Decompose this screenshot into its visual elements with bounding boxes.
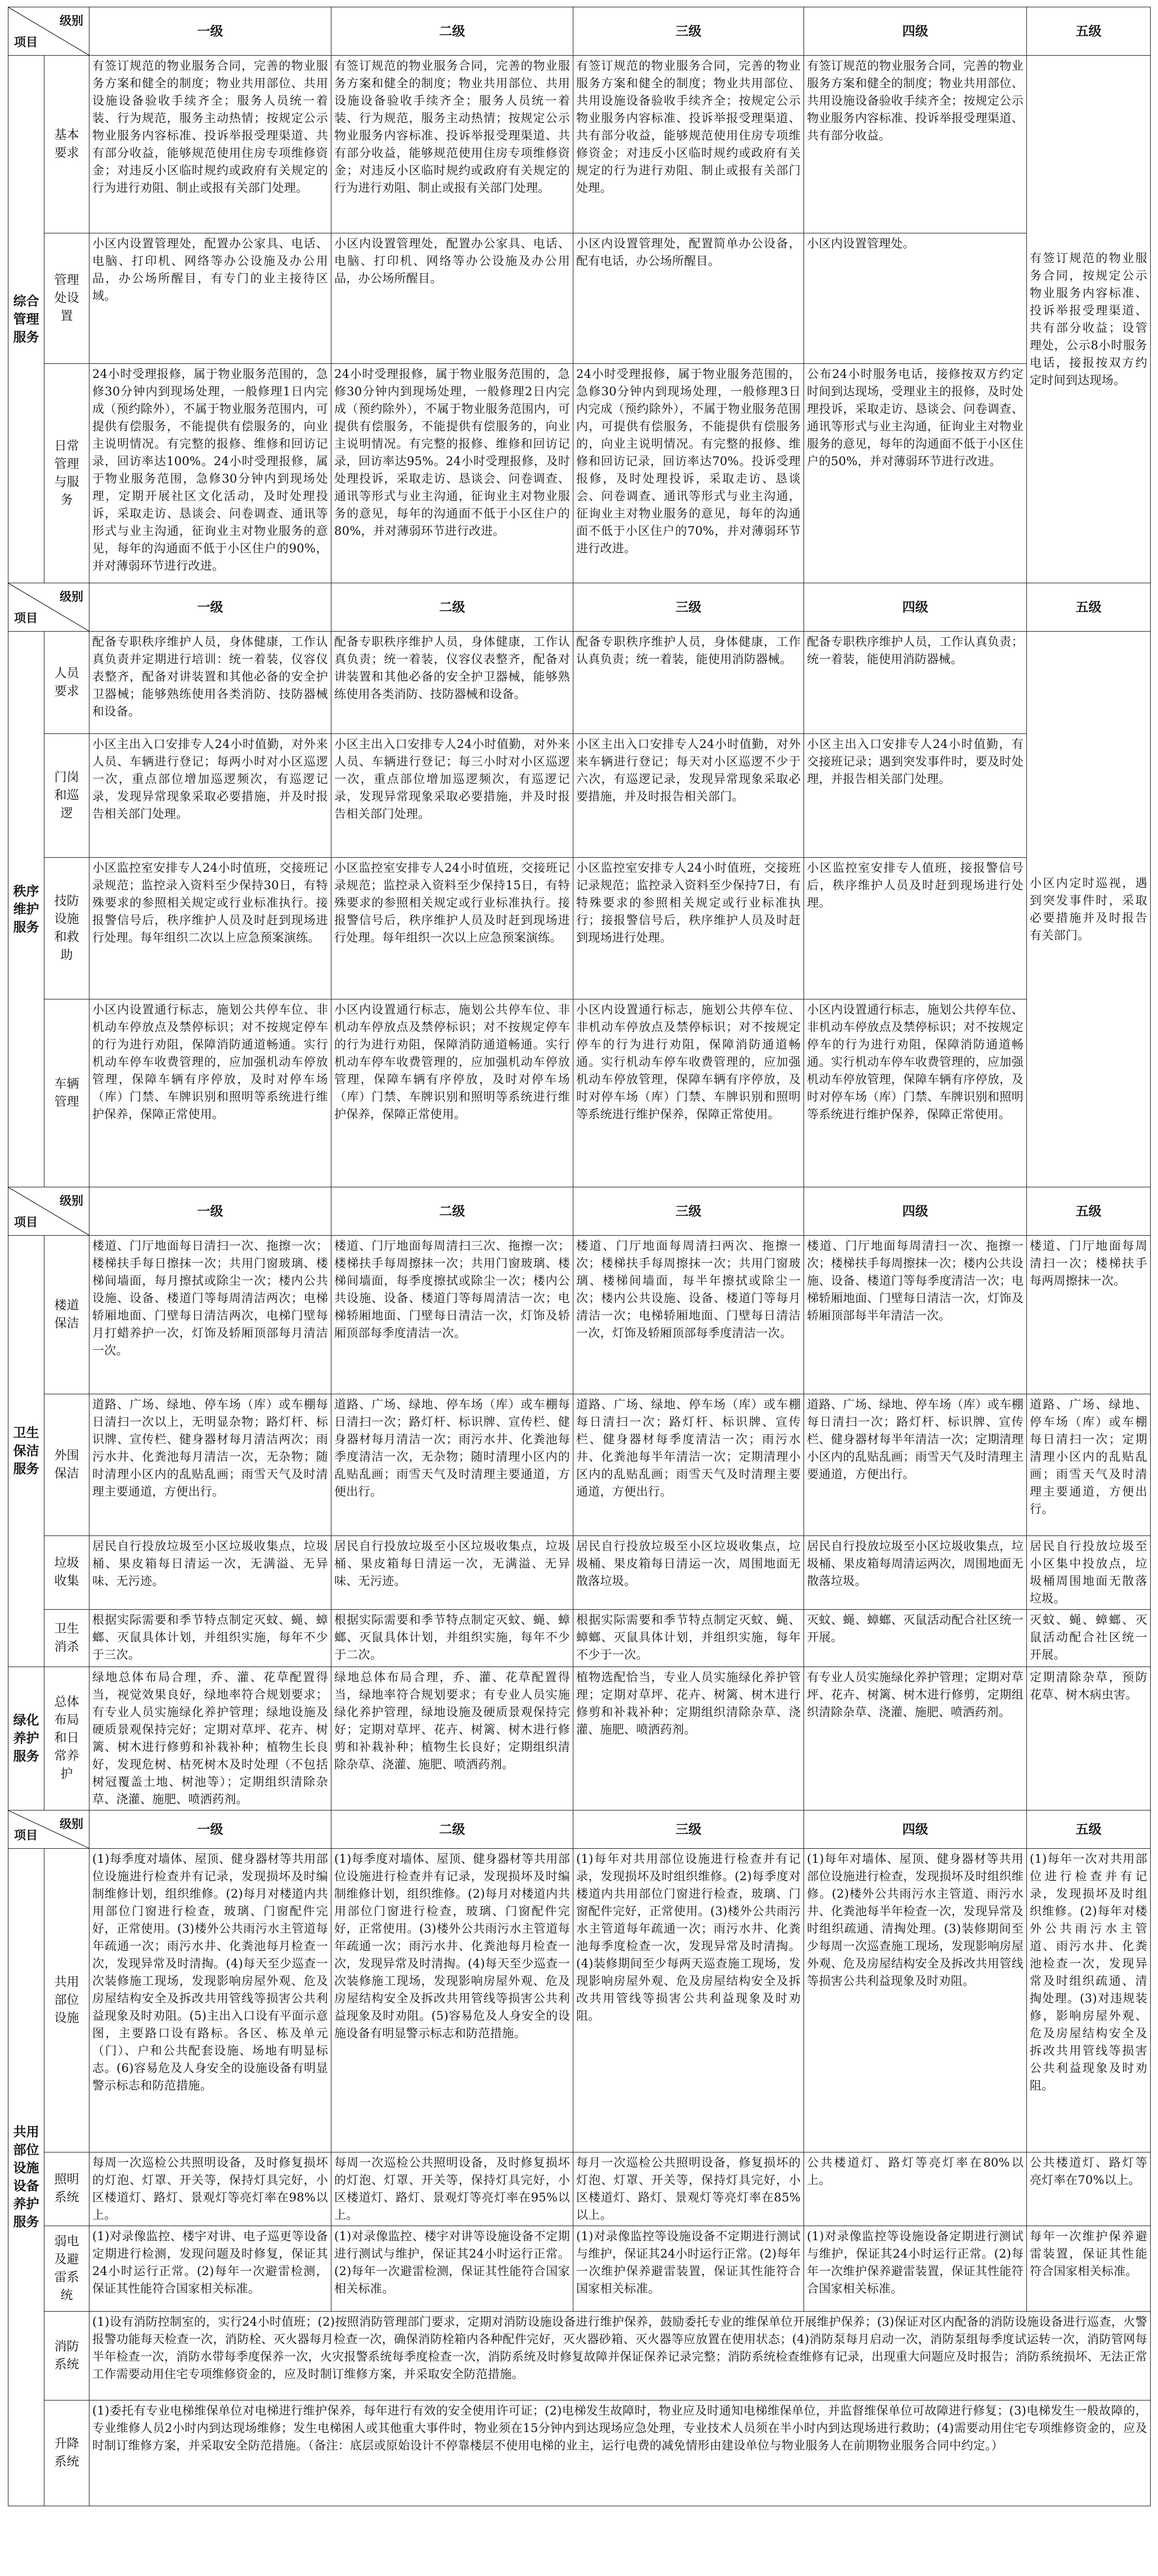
level-header-3: 三级 bbox=[573, 583, 804, 632]
level-label: 级别 bbox=[60, 1194, 83, 1208]
standard-cell: 灭蚊、蝇、蟑螂、灭鼠活动配合社区统一开展。 bbox=[1027, 1610, 1151, 1667]
standard-cell: 植物选配恰当，专业人员实施绿化养护管理；定期对草坪、花卉、树篱、树木进行修剪和补栽补种；定期组织清除杂草、浇灌、施肥、喷洒药剂。 bbox=[573, 1667, 804, 1811]
item-label: 项目 bbox=[14, 611, 38, 625]
section-shared-facilities bbox=[8, 1810, 1151, 2506]
header-row bbox=[8, 1187, 1151, 1236]
standard-cell: 小区内设置通行标志，施划公共停车位、非机动车停放点及禁停标识；对不按规定停车的行为进行劝阻，保障消防通道畅通。实行机动车停车收费管理的，应加强机动车停放管理，保障车辆有序停放，及时对停车场（库）门禁、车牌识别和照明等系统进行维护保养，保障正常使用。 bbox=[89, 999, 331, 1187]
table-row bbox=[8, 2401, 1151, 2506]
level-header-4: 四级 bbox=[804, 1811, 1027, 1849]
item-cell: 管理处设置 bbox=[44, 233, 89, 364]
category-cell: 卫生保洁服务 bbox=[8, 1236, 44, 1667]
level-header-3: 三级 bbox=[573, 1187, 804, 1236]
level-item-corner bbox=[8, 1187, 89, 1236]
standard-cell: (1)对录像监控、楼宇对讲等设施设备不定期进行测试与维护，保证其24小时运行正常。(2)每年一次避雷检测，保证其性能符合国家相关标准。 bbox=[331, 2226, 573, 2312]
standard-cell: 居民自行投放垃圾至小区垃圾收集点，垃圾桶、果皮箱每日清运一次，无满溢、无异味、无污迹。 bbox=[89, 1536, 331, 1610]
standard-cell: 楼道、门厅地面每周清扫三次、拖擦一次；楼梯扶手每周擦抹一次；共用门窗玻璃、楼梯间墙面，每季度擦拭或除尘一次；楼内公共设施、设备、楼道门等每周清洁一次；电梯轿厢地面、门壁每日清洁一次，灯饰及轿厢顶部每季度清洁一次。 bbox=[331, 1236, 573, 1394]
level-header-4: 四级 bbox=[804, 583, 1027, 632]
standard-cell: 小区内设置管理处，配置简单办公设备，配有电话，办公场所醒目。 bbox=[573, 233, 804, 364]
table-row bbox=[8, 858, 1151, 999]
standard-cell: 有签订规范的物业服务合同，完善的物业服务方案和健全的制度；物业共用部位、共用设施设备验收手续齐全；按规定公示物业服务内容标准、投诉举报受理渠道、共有部分收益。 bbox=[804, 56, 1027, 233]
category-cell: 共用部位设施设备养护服务 bbox=[8, 1849, 44, 2506]
merged-standard-cell: (1)委托有专业电梯维保单位对电梯进行维护保养，每年进行有效的安全使用许可证；(2)电梯发生故障时，物业应及时通知电梯维保单位，并监督维保单位可故障进行修复；(3)电梯发生一般故障的，专业维修人员2小时内到达现场维修；发生电梯困人或其他重大事件时，物业须在15分钟内到达现场应急处理，专业技术人员须在半小时内到达现场进行救助；(4)需要动用住宅专项维修资金的，应及时制订维修方案，并采取安全防范措施。（备注：底层或原始设计不停靠楼层不使用电梯的业主，运行电费的减免情形由建设单位与物业服务人在前期物业服务合同中约定。） bbox=[89, 2401, 1151, 2506]
standard-cell: 绿地总体布局合理，乔、灌、花草配置得当，视觉效果良好，绿地率符合规划要求；有专业人员实施绿化养护管理；绿地设施及硬质景观保持完好；定期对草坪、花卉、树篱、树木进行修剪和补栽补种；植物生长良好，发现危树、枯死树木及时处理（不包括树冠覆盖土地、树池等）；定期组织清除杂草、浇灌、施肥、喷洒药剂。 bbox=[89, 1667, 331, 1811]
standard-cell: 小区内设置管理处，配置办公家具、电话、电脑、打印机、网络等办公设施及办公用品，办公场所醒目，有专门的业主接待区域。 bbox=[89, 233, 331, 364]
standard-cell: 配备专职秩序维护人员，身体健康，工作认真负责并定期进行培训：统一着装，仪容仪表整齐，配备对讲装置和其他必备的安全护卫器械；能够熟练使用各类消防、技防器械和设备。 bbox=[89, 632, 331, 734]
standard-cell: (1)每年对墙体、屋顶、健身器材等共用部位设施进行检查，发现损坏及时组织维修。(2)楼外公共雨污水主管道、雨污水井、化粪池每半年检查一次，发现异常及时组织疏通、清掏处理。(3)装修期间至少每周一次巡查施工现场，发现影响房屋外观、危及房屋结构安全及拆改共用管线等损害公共利益现象及时劝阻。 bbox=[804, 1849, 1027, 2152]
standard-cell: 有签订规范的物业服务合同，完善的物业服务方案和健全的制度；物业共用部位、共用设施设备验收手续齐全；服务人员统一着装、行为规范，服务主动热情；按规定公示物业服务内容标准、投诉举报受理渠道、共有部分收益，能够规范使用住房专项维修资金；对违反小区临时规约或政府有关规定的行为进行劝阻、制止或报有关部门处理。 bbox=[89, 56, 331, 233]
table-row bbox=[8, 1536, 1151, 1610]
standard-cell: 24小时受理报修，属于物业服务范围的，急修30分钟内到现场处理，一般修理3日内完成（预约除外），不属于物业服务范围内，可提供有偿服务，不能提供有偿服务的，向业主说明情况。有完整的报修、维修和回访记录，回访率达70%。投诉受理报修，及时处理投诉，采取走访、恳谈会、问卷调查、通讯等形式与业主沟通，征询业主对物业服务的意见，每年的沟通面不低于小区住户的70%，并对薄弱环节进行改进。 bbox=[573, 364, 804, 583]
standard-cell: 居民自行投放垃圾至小区垃圾收集点，垃圾桶、果皮箱每日清运一次，周围地面无散落垃圾。 bbox=[573, 1536, 804, 1610]
level-header-2: 二级 bbox=[331, 583, 573, 632]
item-label: 项目 bbox=[14, 35, 38, 49]
standard-cell: 小区内设置通行标志，施划公共停车位、非机动车停放点及禁停标识；对不按规定停车的行为进行劝阻，保障消防通道畅通。实行机动车停车收费管理的，应加强机动车停放管理，保障车辆有序停放，及时对停车场（库）门禁、车牌识别和照明等系统进行维护保养，保障正常使用。 bbox=[331, 999, 573, 1187]
item-cell: 外围保洁 bbox=[44, 1394, 89, 1536]
standard-cell: 根据实际需要和季节特点制定灭蚊、蝇、蟑螂、灭鼠具体计划，并组织实施，每年不少于三次。 bbox=[89, 1610, 331, 1667]
item-cell: 升降系统 bbox=[44, 2401, 89, 2506]
standard-cell: (1)每季度对墙体、屋顶、健身器材等共用部位设施进行检查并有记录，发现损坏及时编制维修计划，组织维修。(2)每月对楼道内共用部位门窗进行检查，玻璃、门窗配件完好，正常使用。(3)楼外公共雨污水主管道每年疏通一次；雨污水井、化粪池每月检查一次，发现异常及时清掏。(4)每天至少巡查一次装修施工现场，发现影响房屋外观、危及房屋结构安全及拆改共用管线等损害公共利益现象及时劝阻。(5)主出入口设有平面示意图，主要路口设有路标。各区、栋及单元（门）、户和公共配套设施、场地有明显标志。(6)容易危及人身安全的设施设备有明显警示标志和防范措施。 bbox=[89, 1849, 331, 2152]
level-header-1: 一级 bbox=[89, 1187, 331, 1236]
table-row bbox=[8, 1610, 1151, 1667]
header-row bbox=[8, 1811, 1151, 1849]
item-cell: 车辆管理 bbox=[44, 999, 89, 1187]
standard-cell: 24小时受理报修，属于物业服务范围的，急修30分钟内到现场处理，一般修理1日内完成（预约除外），不属于物业服务范围内，可提供有偿服务，不能提供有偿服务的，向业主说明情况。有完整的报修、维修和回访记录，回访率达100%。24小时受理报修，属于物业服务范围，急修30分钟内到现场处理，定期开展社区文化活动，及时处理投诉，采取走访、恳谈会、问卷调查、通讯等形式与业主沟通，征询业主对物业服务的意见，每年的沟通面不低于小区住户的90%，并对薄弱环节进行改进。 bbox=[89, 364, 331, 583]
table-row bbox=[8, 56, 1151, 233]
standard-cell: 道路、广场、绿地、停车场（库）或车棚每日清扫一次；路灯杆、标识牌、宣传栏、健身器材每季度清洁一次；雨污水井、化粪池每半年清洁一次；定期清理小区内的乱贴乱画；雨雪天气及时清理主要通道，方便出行。 bbox=[573, 1394, 804, 1536]
standard-cell: 公布24小时服务电话，接修按双方约定时间到达现场，受理业主的报修，及时处理投诉，采取走访、恳谈会、问卷调查、通讯等形式与业主沟通，征询业主对物业服务的意见，每年的沟通面不低于小区住户的50%，并对薄弱环节进行改进。 bbox=[804, 364, 1027, 583]
table-row bbox=[8, 734, 1151, 858]
level-item-corner bbox=[8, 583, 89, 632]
level-header-5: 五级 bbox=[1027, 1811, 1151, 1849]
standard-cell: 小区主出入口安排专人24小时值勤，对外来人员、车辆进行登记；每两小时对小区巡逻一次，重点部位增加巡逻频次，有巡逻记录，发现异常现象采取必要措施，并及时报告相关部门处理。 bbox=[89, 734, 331, 858]
level-header-3: 三级 bbox=[573, 1811, 804, 1849]
level-header-5: 五级 bbox=[1027, 583, 1151, 632]
standard-cell: 24小时受理报修，属于物业服务范围的，急修30分钟内到现场处理，一般修理2日内完成（预约除外），不属于物业服务范围内，可提供有偿服务，不能提供有偿服务的，向业主说明情况。有完整的报修、维修和回访记录，回访率达95%。24小时受理报修，及时处理投诉，采取走访、恳谈会、问卷调查、通讯等形式与业主沟通，征询业主对物业服务的意见，每年的沟通面不低于小区住户的80%，并对薄弱环节进行改进。 bbox=[331, 364, 573, 583]
standard-cell: 根据实际需要和季节特点制定灭蚊、蝇、蟑螂、灭鼠具体计划，并组织实施，每年不少于二次。 bbox=[331, 1610, 573, 1667]
merged-standard-cell: (1)设有消防控制室的，实行24小时值班；(2)按照消防管理部门要求，定期对消防设施设备进行维护保养，鼓励委托专业的维保单位开展维护保养；(3)保证对区内配备的消防设施设备进行巡查，火警报警功能每天检查一次，消防栓、灭火器每月检查一次，确保消防栓箱内各种配件完好，灭火器砂箱、灭火器等应放置在使用状态；(4)消防泵每月启动一次，消防泵组每季度试运转一次，消防管网每半年检查一次，消防水带每季度保养一次，火灾报警系统每季度检查一次，消防系统及时修复故障并保证保养记录完整；消防系统检查维修有记录，出现重大问题应及时报告；消防系统损坏、无法正常工作需要动用住宅专项维修资金的，应及时制订维修方案，并采取安全防范措施。 bbox=[89, 2312, 1151, 2401]
standard-cell: 楼道、门厅地面每日清扫一次、拖擦一次；楼梯扶手每日擦抹一次；共用门窗玻璃、楼梯间墙面，每月擦拭或除尘一次；楼内公共设施、设备、楼道门等每周清洁两次；电梯轿厢地面、门壁每日清洁两次，电梯门壁每月打蜡养护一次，灯饰及轿厢顶部每月清洁一次。 bbox=[89, 1236, 331, 1394]
header-row bbox=[8, 583, 1151, 632]
standard-cell: 小区主出入口安排专人24小时值勤，对外来人员、车辆进行登记；每三小时对小区巡逻一次，重点部位增加巡逻频次，有巡逻记录，发现异常现象采取必要措施，并及时报告相关部门处理。 bbox=[331, 734, 573, 858]
item-cell: 总体布局和日常养护 bbox=[44, 1667, 89, 1811]
standard-cell: (1)每年对共用部位设施进行检查并有记录，发现损坏及时组织维修。(2)每季度对楼道内共用部位门窗进行检查，玻璃、门窗配件完好，正常使用。(3)楼外公共雨污水主管道每年疏通一次；雨污水井、化粪池每季度检查一次，发现异常及时清掏。(4)装修期间至少每两天巡查施工现场，发现影响房屋外观、危及房屋结构安全及拆改共用管线等损害公共利益现象及时劝阻。 bbox=[573, 1849, 804, 2152]
table-row bbox=[8, 2152, 1151, 2226]
standard-cell: 每周一次巡检公共照明设备，及时修复损坏的灯泡、灯罩、开关等，保持灯具完好，小区楼道灯、路灯、景观灯等亮灯率在98%以上。 bbox=[89, 2152, 331, 2226]
standard-cell: 每周一次巡检公共照明设备，及时修复损坏的灯泡、灯罩、开关等，保持灯具完好，小区楼道灯、路灯、景观灯等亮灯率在95%以上。 bbox=[331, 2152, 573, 2226]
item-cell: 消防系统 bbox=[44, 2312, 89, 2401]
standard-cell: (1)对录像监控等设施设备定期进行测试与维护，保证其24小时运行正常。(2)每年一次维护保养避雷装置，保证其性能符合国家相关标准。 bbox=[804, 2226, 1027, 2312]
table-row bbox=[8, 632, 1151, 734]
standard-cell: 公共楼道灯、路灯等亮灯率在80%以上。 bbox=[804, 2152, 1027, 2226]
category-cell: 绿化养护服务 bbox=[8, 1667, 44, 1811]
standard-cell: 楼道、门厅地面每周清扫一次；楼梯扶手每两周擦抹一次。 bbox=[1027, 1236, 1151, 1394]
level-header-1: 一级 bbox=[89, 7, 331, 56]
standard-cell: 楼道、门厅地面每周清扫两次、拖擦一次；楼梯扶手每周擦抹一次；共用门窗玻璃、楼梯间墙面，每半年擦拭或除尘一次；楼内公共设施、设备、楼道门等每月清洁一次；电梯轿厢地面、门壁每日清洁一次，灯饰及轿厢顶部每季度清洁一次。 bbox=[573, 1236, 804, 1394]
standard-cell: 有专业人员实施绿化养护管理；定期对草坪、花卉、树篱、树木进行修剪，定期组织清除杂草、浇灌、施肥、喷洒药剂。 bbox=[804, 1667, 1027, 1811]
standard-cell: 配备专职秩序维护人员，身体健康，工作认真负责；统一着装，能使用消防器械。 bbox=[573, 632, 804, 734]
standard-cell: 小区监控室安排专人24小时值班，交接班记录规范；监控录入资料至少保持7日，有特殊要求的参照相关规定或行业标准执行；接报警信号后，秩序维护人员及时赶到现场进行处理。 bbox=[573, 858, 804, 999]
standard-cell: 楼道、门厅地面每周清扫一次、拖擦一次；楼梯扶手每周擦抹一次；楼内公共设施、设备、楼道门等每季度清洁一次；电梯轿厢地面、门壁每日清洁一次，灯饰及轿厢顶部每半年清洁一次。 bbox=[804, 1236, 1027, 1394]
standard-cell: 小区监控室安排专人24小时值班，交接班记录规范；监控录入资料至少保持30日，有特殊要求的参照相关规定或行业标准执行。接报警信号后，秩序维护人员及时赶到现场进行处理。每年组织二次以上应急预案演练。 bbox=[89, 858, 331, 999]
standard-cell: 小区内设置通行标志，施划公共停车位、非机动车停放点及禁停标识；对不按规定停车的行为进行劝阻，保障消防通道畅通。实行机动车停车收费管理的，应加强机动车停放管理，保障车辆有序停放，及时对停车场（库）门禁、车牌识别和照明等系统进行维护保养，保障正常使用。 bbox=[804, 999, 1027, 1187]
level-header-1: 一级 bbox=[89, 583, 331, 632]
item-cell: 人员要求 bbox=[44, 632, 89, 734]
standard-cell: (1)对录像监控、楼宇对讲、电子巡更等设备定期进行检测，发现问题及时修复，保证其24小时运行正常。(2)每年一次避雷检测，保证其性能符合国家相关标准。 bbox=[89, 2226, 331, 2312]
standard-cell: (1)对录像监控等设施设备不定期进行测试与维护，保证其24小时运行正常。(2)每年一次维护保养避雷装置，保证其性能符合国家相关标准。 bbox=[573, 2226, 804, 2312]
item-cell: 照明系统 bbox=[44, 2152, 89, 2226]
standard-cell: 居民自行投放垃圾至小区垃圾收集点，垃圾桶、果皮箱每周清运两次，周围地面无散落垃圾。 bbox=[804, 1536, 1027, 1610]
item-cell: 共用部位设施 bbox=[44, 1849, 89, 2152]
level-header-2: 二级 bbox=[331, 1187, 573, 1236]
standard-cell: (1)每季度对墙体、屋顶、健身器材等共用部位设施进行检查并有记录，发现损坏及时编制维修计划，组织维修。(2)每月对楼道内共用部位门窗进行检查，玻璃、门窗配件完好，正常使用。(3)楼外公共雨污水主管道每年疏通一次；雨污水井、化粪池每月检查一次，发现异常及时清掏。(4)每天至少巡查一次装修施工现场，发现影响房屋外观、危及房屋结构安全及拆改共用管线等损害公共利益现象及时劝阻。(5)容易危及人身安全的设施设备有明显警示标志和防范措施。 bbox=[331, 1849, 573, 2152]
item-cell: 卫生消杀 bbox=[44, 1610, 89, 1667]
level-header-4: 四级 bbox=[804, 7, 1027, 56]
table-row bbox=[8, 1236, 1151, 1394]
standard-cell: 小区监控室安排专人值班，接报警信号后，秩序维护人员及时赶到现场进行处理。 bbox=[804, 858, 1027, 999]
item-cell: 技防设施和救助 bbox=[44, 858, 89, 999]
standard-cell: 绿地总体布局合理，乔、灌、花草配置得当，绿地率符合规划要求；有专业人员实施绿化养护管理，绿地设施及硬质景观保持完好；定期对草坪、花卉、树篱、树木进行修剪和补栽补种；植物生长良好；定期组织清除杂草、浇灌、施肥、喷洒药剂。 bbox=[331, 1667, 573, 1811]
table-row bbox=[8, 1667, 1151, 1811]
standard-cell: 小区内设置通行标志，施划公共停车位、非机动车停放点及禁停标识；对不按规定停车的行为进行劝阻，保障消防通道畅通。实行机动车停车收费管理的，应加强机动车停放管理，保障车辆有序停放，及时对停车场（库）门禁、车牌识别和照明等系统进行维护保养，保障正常使用。 bbox=[573, 999, 804, 1187]
section-general-management bbox=[8, 7, 1151, 583]
header-row bbox=[8, 7, 1151, 56]
category-cell: 秩序维护服务 bbox=[8, 632, 44, 1187]
level-header-2: 二级 bbox=[331, 7, 573, 56]
standard-cell: 居民自行投放垃圾至小区集中投放点，垃圾桶周围地面无散落垃圾。 bbox=[1027, 1536, 1151, 1610]
standard-cell: 公共楼道灯、路灯等亮灯率在70%以上。 bbox=[1027, 2152, 1151, 2226]
item-cell: 日常管理与服务 bbox=[44, 364, 89, 583]
level-header-1: 一级 bbox=[89, 1811, 331, 1849]
item-cell: 基本要求 bbox=[44, 56, 89, 233]
standard-cell: 有签订规范的物业服务合同，完善的物业服务方案和健全的制度；物业共用部位、共用设施设备验收手续齐全；按规定公示物业服务内容标准、投诉举报受理渠道、共有部分收益，能够规范使用住房专项维修资金；对违反小区临时规约或政府有关规定的行为进行劝阻、制止或报有关部门处理。 bbox=[573, 56, 804, 233]
standard-cell: 小区内设置管理处。 bbox=[804, 233, 1027, 364]
standard-cell: 小区监控室安排专人24小时值班，交接班记录规范；监控录入资料至少保持15日，有特殊要求的参照相关规定或行业标准执行。接报警信号后，秩序维护人员及时赶到现场进行处理。每年组织一次以上应急预案演练。 bbox=[331, 858, 573, 999]
standard-cell: 有签订规范的物业服务合同，按规定公示物业服务内容标准、投诉举报受理渠道、共有部分收益；设管理处，公示8小时服务电话，接报按双方约定时间到达现场。 bbox=[1027, 56, 1151, 583]
standard-cell: 道路、广场、绿地、停车场（库）或车棚每日清扫一次；定期清理小区内的乱贴乱画；雨雪天气及时清理主要通道，方便出行。 bbox=[1027, 1394, 1151, 1536]
level-label: 级别 bbox=[60, 13, 83, 28]
level-header-4: 四级 bbox=[804, 1187, 1027, 1236]
standard-cell: 灭蚊、蝇、蟑螂、灭鼠活动配合社区统一开展。 bbox=[804, 1610, 1027, 1667]
standard-cell: 小区内定时巡视，遇到突发事件时，采取必要措施并及时报告有关部门。 bbox=[1027, 632, 1151, 1187]
level-header-2: 二级 bbox=[331, 1811, 573, 1849]
standard-cell: 道路、广场、绿地、停车场（库）或车棚每日清扫一次以上，无明显杂物；路灯杆、标识牌、宣传栏、健身器材每月清洁两次；雨污水井、化粪池每月清洁一次，无杂物；随时清理小区内的乱贴乱画；雨雪天气及时清理主要通道，方便出行。 bbox=[89, 1394, 331, 1536]
section-cleaning-and-greening bbox=[8, 1187, 1151, 1811]
standard-cell: 居民自行投放垃圾至小区垃圾收集点，垃圾桶、果皮箱每日清运一次，无满溢、无异味、无污迹。 bbox=[331, 1536, 573, 1610]
section-order-maintenance bbox=[8, 583, 1151, 1187]
level-header-3: 三级 bbox=[573, 7, 804, 56]
standard-cell: 定期清除杂草，预防花草、树木病虫害。 bbox=[1027, 1667, 1151, 1811]
level-header-5: 五级 bbox=[1027, 1187, 1151, 1236]
standard-cell: 道路、广场、绿地、停车场（库）或车棚每日清扫一次；路灯杆、标识牌、宣传栏、健身器材每月清洁一次；雨污水井、化粪池每季度清洁一次，无杂物；随时清理小区内的乱贴乱画；雨雪天气及时清理主要通道，方便出行。 bbox=[331, 1394, 573, 1536]
table-row bbox=[8, 233, 1151, 364]
service-standard-document bbox=[8, 7, 1150, 2506]
level-item-corner bbox=[8, 7, 89, 56]
item-cell: 垃圾收集 bbox=[44, 1536, 89, 1610]
standard-cell: 配备专职秩序维护人员，工作认真负责；统一着装，能使用消防器械。 bbox=[804, 632, 1027, 734]
table-row bbox=[8, 1849, 1151, 2152]
level-item-corner bbox=[8, 1811, 89, 1849]
item-cell: 门岗和巡逻 bbox=[44, 734, 89, 858]
standard-cell: 每月一次巡检公共照明设备，修复损坏的灯泡、灯罩、开关等，保持灯具完好，小区楼道灯、路灯、景观灯等亮灯率在85%以上。 bbox=[573, 2152, 804, 2226]
standard-cell: 小区主出入口安排专人24小时值勤，对外来车辆进行登记；每天对小区巡逻不少于六次，有巡逻记录，发现异常现象采取必要措施，并及时报告相关部门。 bbox=[573, 734, 804, 858]
standard-cell: (1)每年一次对共用部位进行检查并有记录，发现损坏及时组织维修。(2)每年对楼外公共雨污水主管道、雨污水井、化粪池检查一次，发现异常及时组织疏通、清掏处理。(3)对违规装修，影响房屋外观、危及房屋结构安全及拆改共用管线等损害公共利益现象及时劝阻。 bbox=[1027, 1849, 1151, 2152]
standard-cell: 每年一次维护保养避雷装置，保证其性能符合国家相关标准。 bbox=[1027, 2226, 1151, 2312]
level-header-5: 五级 bbox=[1027, 7, 1151, 56]
item-cell: 楼道保洁 bbox=[44, 1236, 89, 1394]
item-cell: 弱电及避雷系统 bbox=[44, 2226, 89, 2312]
table-row bbox=[8, 364, 1151, 583]
table-row bbox=[8, 1394, 1151, 1536]
level-label: 级别 bbox=[60, 1817, 83, 1831]
standard-cell: 根据实际需要和季节特点制定灭蚊、蝇、蟑螂、灭鼠具体计划，并组织实施，每年不少于一次。 bbox=[573, 1610, 804, 1667]
standard-cell: 小区内设置管理处，配置办公家具、电话、电脑、打印机、网络等办公设施及办公用品，办公场所醒目。 bbox=[331, 233, 573, 364]
standard-cell: 小区主出入口安排专人24小时值勤，有交接班记录；遇到突发事件时，要及时处理，并报告相关部门处理。 bbox=[804, 734, 1027, 858]
level-label: 级别 bbox=[60, 589, 83, 604]
table-row bbox=[8, 2312, 1151, 2401]
standard-cell: 有签订规范的物业服务合同，完善的物业服务方案和健全的制度；物业共用部位、共用设施设备验收手续齐全；服务人员统一着装、行为规范，服务主动热情；按规定公示物业服务内容标准、投诉举报受理渠道、共有部分收益，能够规范使用住房专项维修资金；对违反小区临时规约或政府有关规定的行为进行劝阻、制止或报有关部门处理。 bbox=[331, 56, 573, 233]
table-row bbox=[8, 999, 1151, 1187]
standard-cell: 配备专职秩序维护人员，身体健康，工作认真负责；统一着装，仪容仪表整齐，配备对讲装置和其他必备的安全护卫器械，能够熟练使用各类消防、技防器械和设备。 bbox=[331, 632, 573, 734]
category-cell: 综合管理服务 bbox=[8, 56, 44, 583]
item-label: 项目 bbox=[14, 1215, 38, 1229]
item-label: 项目 bbox=[14, 1828, 38, 1842]
table-row bbox=[8, 2226, 1151, 2312]
standard-cell: 道路、广场、绿地、停车场（库）或车棚每日清扫一次；路灯杆、标识牌、宣传栏、健身器材每半年清洁一次；定期清理小区内的乱贴乱画；雨雪天气及时清理主要通道，方便出行。 bbox=[804, 1394, 1027, 1536]
